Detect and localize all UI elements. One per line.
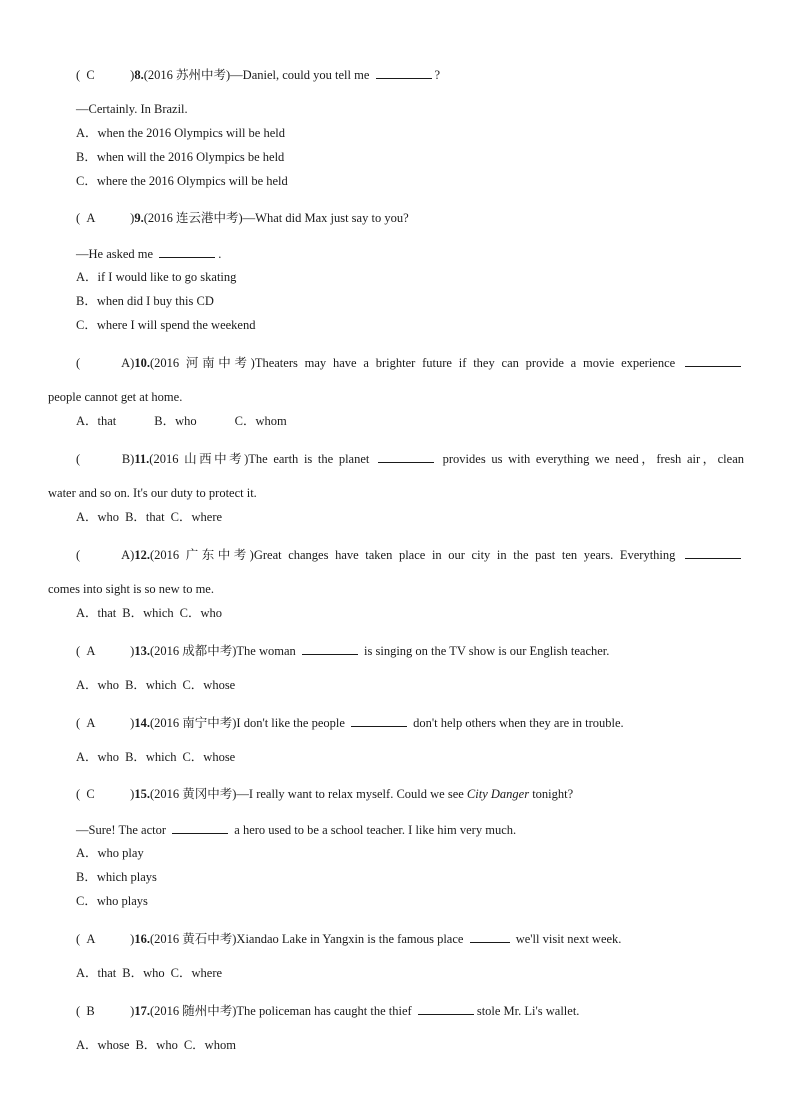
answer-17: B [86,1004,95,1018]
options-row: A．who B．that C．where [76,510,223,524]
question-continuation: comes into sight is so new to me. [48,582,214,596]
question-number: 14. [134,716,150,730]
answer-11: B [121,452,131,466]
option-b: B．when will the 2016 Olympics be held [76,150,285,164]
question-number: 10. [134,356,150,370]
option-a: A．when the 2016 Olympics will be held [76,126,285,140]
answer-blank [172,821,228,834]
reply-line: —Sure! The actor a hero used to be a school teacher. I like him very much. [76,823,517,837]
option-c: C．where the 2016 Olympics will be held [76,174,288,188]
answer-9: A [86,211,96,225]
option-c: C．who plays [76,894,148,908]
answer-blank [685,354,741,367]
answer-10: A [121,356,131,370]
answer-blank [302,642,358,655]
question-15: ( C )15.(2016 黄冈中考)—I really want to relax myself. Could we see City Danger tonight? [76,787,574,801]
question-10: ( A)10.(2016 河南中考)Theaters may have a brighter future if they can provide a movie experience [76,354,744,370]
option-a: A．who play [76,846,144,860]
answer-16: A [86,932,96,946]
answer-blank [378,450,434,463]
question-source: (2016 山西中考) [149,452,249,466]
question-13: ( A )13.(2016 成都中考)The woman is singing on the TV show is our English teacher. [76,644,610,658]
options-row: A．who B．which C．whose [76,750,236,764]
option-c: C．where I will spend the weekend [76,318,256,332]
question-16: ( A )16.(2016 黄石中考)Xiandao Lake in Yangxin is the famous place we'll visit next week. [76,932,622,946]
answer-14: A [86,716,96,730]
answer-blank [685,546,741,559]
answer-blank [351,714,407,727]
question-number: 8. [134,68,144,82]
question-number: 12. [134,548,150,562]
question-17: ( B )17.(2016 随州中考)The policeman has caught the thief stole Mr. Li's wallet. [76,1004,580,1018]
question-number: 9. [134,211,144,225]
question-source: (2016 苏州中考) [143,68,231,82]
answer-15: C [86,787,95,801]
question-continuation: people cannot get at home. [48,390,183,404]
question-14: ( A )14.(2016 南宁中考)I don't like the people don't help others when they are in trouble. [76,716,624,730]
answer-8: C [86,68,95,82]
question-11: ( B)11.(2016 山西中考)The earth is the planet provides us with everything we need，fresh air，clean [76,452,744,466]
question-number: 16. [134,932,150,946]
question-source: (2016 连云港中考) [143,211,243,225]
options-row: A．that B．which C．who [76,606,223,620]
question-number: 15. [134,787,150,801]
answer-blank [470,930,510,943]
question-source: (2016 南宁中考) [149,716,237,730]
reply-line: —He asked me . [76,247,222,261]
options-row: A．that B．who C．where [76,966,223,980]
question-number: 13. [134,644,150,658]
movie-title: City Danger [466,787,530,801]
option-b: B．when did I buy this CD [76,294,214,308]
answer-blank [159,245,215,258]
question-8: ( C )8.(2016 苏州中考)—Daniel, could you tell me ? [76,68,441,82]
question-number: 17. [134,1004,150,1018]
options-row: A．whose B．who C．whom [76,1038,236,1052]
question-source: (2016 黄冈中考) [149,787,237,801]
question-9: ( A )9.(2016 连云港中考)—What did Max just say to you? [76,211,409,225]
answer-13: A [86,644,96,658]
question-12: ( A)12.(2016 广东中考)Great changes have taken place in our city in the past ten years. Everything [76,546,744,562]
question-continuation: water and so on. It's our duty to protect it. [48,486,257,500]
reply-line: —Certainly. In Brazil. [76,102,188,116]
question-source: (2016 成都中考) [149,644,237,658]
answer-blank [376,66,432,79]
answer-12: A [121,548,131,562]
answer-blank [418,1002,474,1015]
question-source: (2016 广东中考) [149,548,254,562]
options-row: A．who B．which C．whose [76,678,236,692]
question-source: (2016 河南中考) [149,356,255,370]
question-source: (2016 黄石中考) [149,932,237,946]
option-b: B．which plays [76,870,157,884]
options-row: A．that B．who C．whom [76,414,287,428]
question-number: 11. [134,452,150,466]
question-source: (2016 随州中考) [149,1004,237,1018]
option-a: A．if I would like to go skating [76,270,237,284]
